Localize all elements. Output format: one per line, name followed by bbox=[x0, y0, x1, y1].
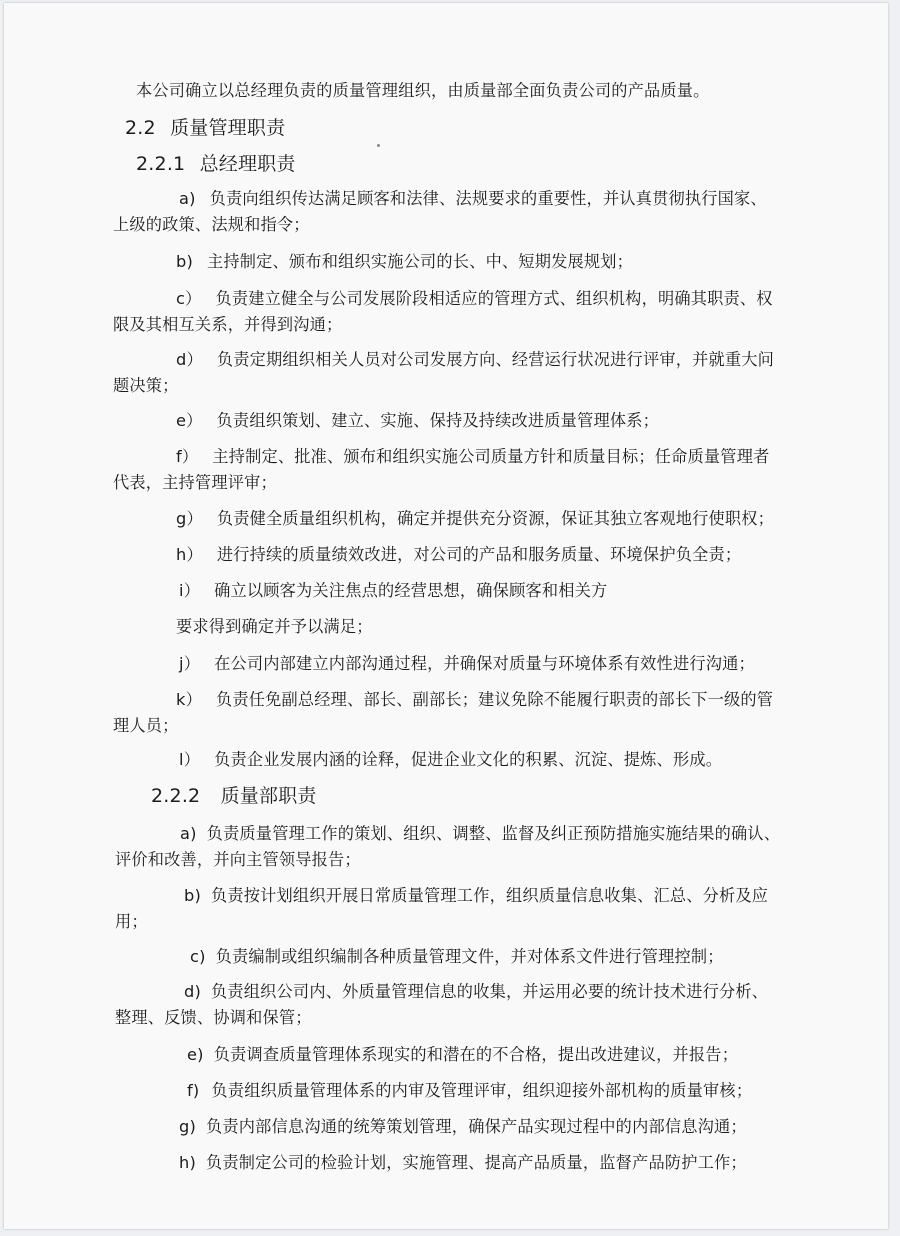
item-text: 负责组织策划、建立、实施、保持及持续改进质量管理体系； bbox=[216, 411, 660, 430]
item-marker: e) bbox=[187, 1045, 204, 1064]
item-text: 负责组织公司内、外质量管理信息的收集，并运用必要的统计技术进行分析、 bbox=[211, 982, 769, 1001]
section-number: 2.2.2 bbox=[151, 785, 201, 807]
item-text: 负责健全质量组织机构，确定并提供充分资源，保证其独立客观地行使职权； bbox=[216, 509, 775, 528]
item-text: 主持制定、批准、颁布和组织实施公司质量方针和质量目标；任命质量管理者 bbox=[212, 447, 770, 466]
dept-item-f bbox=[187, 1080, 752, 1102]
duty-item-a-line1 bbox=[179, 188, 767, 210]
item-text: 负责向组织传达满足顾客和法律、法规要求的重要性，并认真贯彻执行国家、 bbox=[209, 189, 767, 208]
duty-item-k-line1 bbox=[176, 689, 773, 711]
item-text: 负责建立健全与公司发展阶段相适应的管理方式、组织机构，明确其职责、权 bbox=[215, 289, 773, 308]
section-number: 2.2 bbox=[125, 117, 156, 139]
duty-item-a-line2: 上级的政策、法规和指令； bbox=[113, 215, 310, 234]
item-text: 确立以顾客为关注焦点的经营思想，确保顾客和相关方 bbox=[214, 581, 608, 600]
dept-item-a-line1 bbox=[180, 823, 780, 845]
item-text: 负责任免副总经理、部长、副部长；建议免除不能履行职责的部长下一级的管 bbox=[215, 690, 774, 709]
dept-item-b-line1 bbox=[184, 885, 768, 907]
item-marker: b) bbox=[184, 886, 201, 905]
dept-item-g bbox=[179, 1116, 747, 1138]
dept-item-c bbox=[190, 946, 724, 968]
section-title: 总经理职责 bbox=[199, 153, 296, 175]
section-2-2-1-heading bbox=[136, 153, 296, 175]
item-marker: g) bbox=[179, 1117, 196, 1136]
duty-item-e bbox=[176, 410, 659, 432]
duty-item-f-line2: 代表，主持管理评审； bbox=[113, 473, 277, 492]
item-text: 主持制定、颁布和组织实施公司的长、中、短期发展规划； bbox=[207, 252, 634, 271]
item-marker: f) bbox=[187, 1081, 200, 1100]
item-text: 负责调查质量管理体系现实的和潜在的不合格，提出改进建议，并报告； bbox=[213, 1045, 739, 1064]
item-text: 在公司内部建立内部沟通过程，并确保对质量与环境体系有效性进行沟通； bbox=[214, 654, 755, 673]
item-marker: h) bbox=[179, 1153, 196, 1172]
item-marker: k） bbox=[176, 690, 202, 709]
item-text: 负责企业发展内涵的诠释，促进企业文化的积累、沉淀、提炼、形成。 bbox=[214, 750, 723, 769]
item-text: 负责按计划组织开展日常质量管理工作，组织质量信息收集、汇总、分析及应 bbox=[211, 886, 769, 905]
item-text: 负责编制或组织编制各种质量管理文件，并对体系文件进行管理控制； bbox=[215, 947, 724, 966]
item-marker: f） bbox=[176, 447, 199, 466]
dept-item-d-line1 bbox=[184, 981, 768, 1003]
item-text: 负责制定公司的检验计划，实施管理、提高产品质量，监督产品防护工作； bbox=[205, 1153, 747, 1172]
section-2-2-2-heading bbox=[151, 785, 317, 807]
section-title: 质量部职责 bbox=[220, 785, 317, 807]
intro-paragraph: 本公司确立以总经理负责的质量管理组织，由质量部全面负责公司的产品质量。 bbox=[136, 81, 710, 100]
duty-item-j bbox=[179, 653, 755, 675]
item-text: 负责定期组织相关人员对公司发展方向、经营运行状况进行评审，并就重大问 bbox=[216, 350, 775, 369]
item-marker: c) bbox=[190, 947, 206, 966]
duty-item-d-line2: 题决策； bbox=[113, 376, 179, 395]
duty-item-h bbox=[176, 544, 741, 566]
duty-item-d-line1 bbox=[176, 349, 774, 371]
item-marker: j） bbox=[179, 654, 201, 673]
dept-item-b-line2: 用； bbox=[115, 912, 148, 931]
dept-item-d-line2: 整理、反馈、协调和保管； bbox=[115, 1008, 312, 1027]
item-marker: a) bbox=[179, 189, 196, 208]
section-number: 2.2.1 bbox=[136, 153, 186, 175]
section-2-2-heading bbox=[125, 117, 285, 139]
item-marker: g） bbox=[176, 509, 203, 528]
dept-item-a-line2: 评价和改善，并向主管领导报告； bbox=[115, 850, 361, 869]
item-text: 进行持续的质量绩效改进，对公司的产品和服务质量、环境保护负全责； bbox=[216, 545, 742, 564]
duty-item-l bbox=[179, 749, 722, 771]
item-marker: d) bbox=[184, 982, 201, 1001]
duty-item-i-line2: 要求得到确定并予以满足； bbox=[176, 617, 373, 636]
item-text: 负责内部信息沟通的统筹策划管理，确保产品实现过程中的内部信息沟通； bbox=[206, 1117, 747, 1136]
item-marker: h） bbox=[176, 545, 203, 564]
dept-item-e bbox=[187, 1044, 738, 1066]
duty-item-c-line1 bbox=[176, 288, 773, 310]
item-marker: b) bbox=[176, 252, 193, 271]
item-marker: l） bbox=[179, 750, 201, 769]
item-text: 负责组织质量管理体系的内审及管理评审，组织迎接外部机构的质量审核； bbox=[211, 1081, 753, 1100]
item-marker: e） bbox=[176, 411, 203, 430]
item-marker: c） bbox=[176, 289, 202, 308]
document-page bbox=[4, 3, 888, 1229]
duty-item-i-line1 bbox=[179, 580, 607, 602]
item-marker: a) bbox=[180, 824, 197, 843]
duty-item-k-line2: 理人员； bbox=[113, 716, 179, 735]
duty-item-g bbox=[176, 508, 774, 530]
dept-item-h bbox=[179, 1152, 747, 1174]
duty-item-c-line2: 限及其相互关系，并得到沟通； bbox=[113, 315, 343, 334]
scan-speck bbox=[377, 144, 380, 147]
item-marker: d） bbox=[176, 350, 203, 369]
duty-item-f-line1 bbox=[176, 446, 769, 468]
item-marker: i） bbox=[179, 581, 201, 600]
duty-item-b bbox=[176, 251, 633, 273]
item-text: 负责质量管理工作的策划、组织、调整、监督及纠正预防措施实施结果的确认、 bbox=[206, 824, 781, 843]
section-title: 质量管理职责 bbox=[170, 117, 286, 139]
